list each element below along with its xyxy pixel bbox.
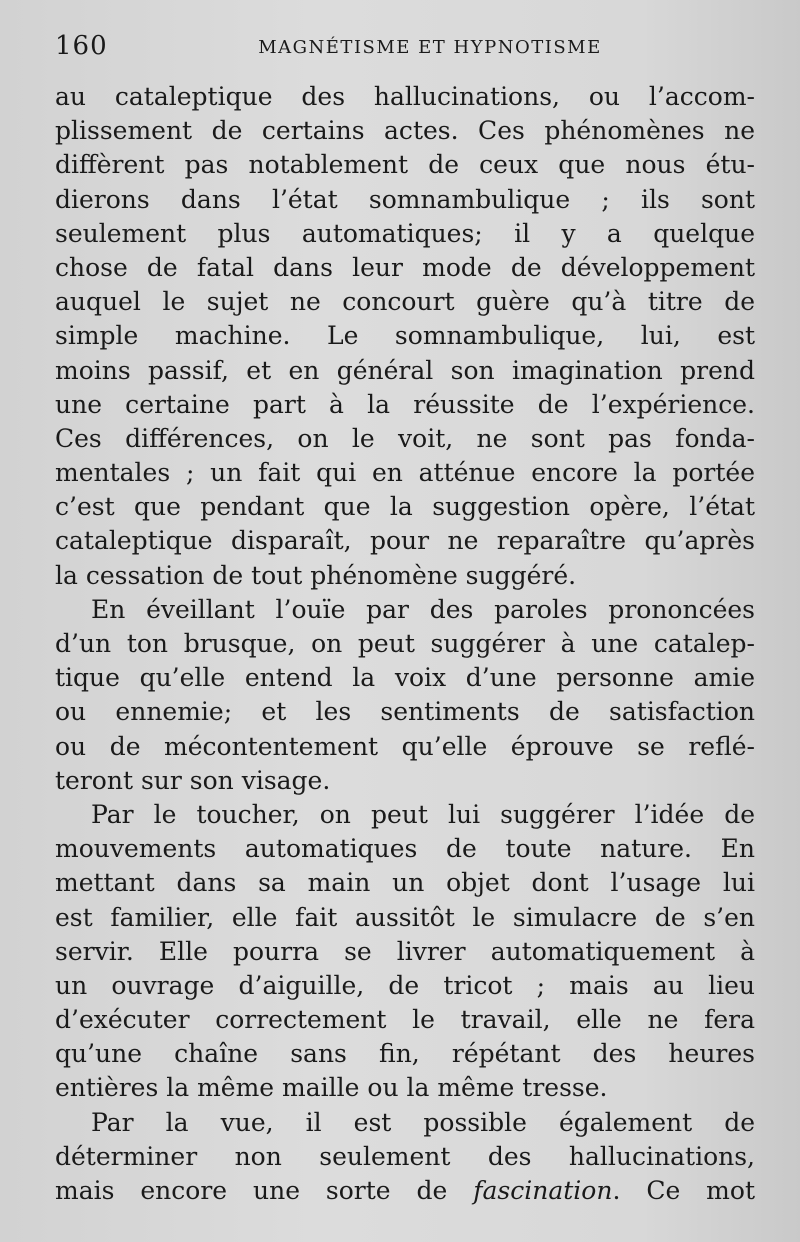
- text-line: Par le toucher, on peut lui suggérer l’idée de: [91, 799, 755, 829]
- text-line: mettant dans sa main un objet dont l’usage lui: [55, 868, 755, 898]
- text-line: cataleptique disparaît, pour ne reparaître qu’après: [55, 526, 755, 556]
- text-line: diffèrent pas notablement de ceux que nous étu-: [55, 150, 755, 180]
- text-line: c’est que pendant que la suggestion opère, l’état: [55, 492, 755, 522]
- text-line: un ouvrage d’aiguille, de tricot ; mais au lieu: [55, 970, 755, 1000]
- text-line: d’exécuter correctement le travail, elle ne fera: [55, 1005, 755, 1035]
- text-line: simple machine. Le somnambulique, lui, est: [55, 321, 755, 351]
- italic-term: fascination: [473, 1176, 613, 1205]
- text-line: chose de fatal dans leur mode de développement: [55, 252, 755, 282]
- text-line: servir. Elle pourra se livrer automatiquement à: [55, 936, 755, 966]
- text-line: qu’une chaîne sans fin, répétant des heures: [55, 1039, 755, 1069]
- text-line: ou de mécontentement qu’elle éprouve se reflé-: [55, 731, 755, 761]
- text-line: Ces différences, on le voit, ne sont pas fonda-: [55, 423, 755, 453]
- text-line: dierons dans l’état somnambulique ; ils sont: [55, 184, 755, 214]
- text-line: au cataleptique des hallucinations, ou l’accom-: [55, 82, 755, 111]
- text-line: entières la même maille ou la même tresse.: [55, 1073, 608, 1103]
- text-line: auquel le sujet ne concourt guère qu’à titre de: [55, 287, 755, 317]
- text-line: d’un ton brusque, on peut suggérer à une catalep-: [55, 629, 755, 658]
- text-line: plissement de certains actes. Ces phénomènes ne: [55, 116, 755, 146]
- text-line: la cessation de tout phénomène suggéré.: [55, 560, 577, 590]
- page-number: 160: [55, 31, 108, 61]
- text-line: est familier, elle fait aussitôt le simulacre de s’en: [55, 902, 755, 932]
- text-line: une certaine part à la réussite de l’expérience.: [55, 389, 755, 419]
- line-segment: mais encore une sorte de: [55, 1176, 474, 1205]
- text-line: Par la vue, il est possible également de: [91, 1107, 755, 1137]
- text-line: mouvements automatiques de toute nature. En: [55, 834, 755, 864]
- text-line: tique qu’elle entend la voix d’une personne amie: [55, 663, 755, 693]
- text-line: moins passif, et en général son imagination prend: [55, 355, 755, 385]
- text-line: ou ennemie; et les sentiments de satisfaction: [55, 697, 755, 727]
- running-title: MAGNÉTISME ET HYPNOTISME: [258, 37, 602, 58]
- text-line: [55, 1174, 755, 1208]
- body-text: [55, 80, 755, 1208]
- text-line: teront sur son visage.: [55, 765, 331, 795]
- page-header: [55, 30, 755, 62]
- text-line: seulement plus automatiques; il y a quelque: [55, 218, 755, 248]
- text-line: mentales ; un fait qui en atténue encore la portée: [55, 458, 755, 488]
- text-line: déterminer non seulement des hallucinations,: [55, 1141, 755, 1171]
- text-line: En éveillant l’ouïe par des paroles prononcées: [91, 594, 755, 624]
- line-segment: . Ce mot: [612, 1176, 755, 1205]
